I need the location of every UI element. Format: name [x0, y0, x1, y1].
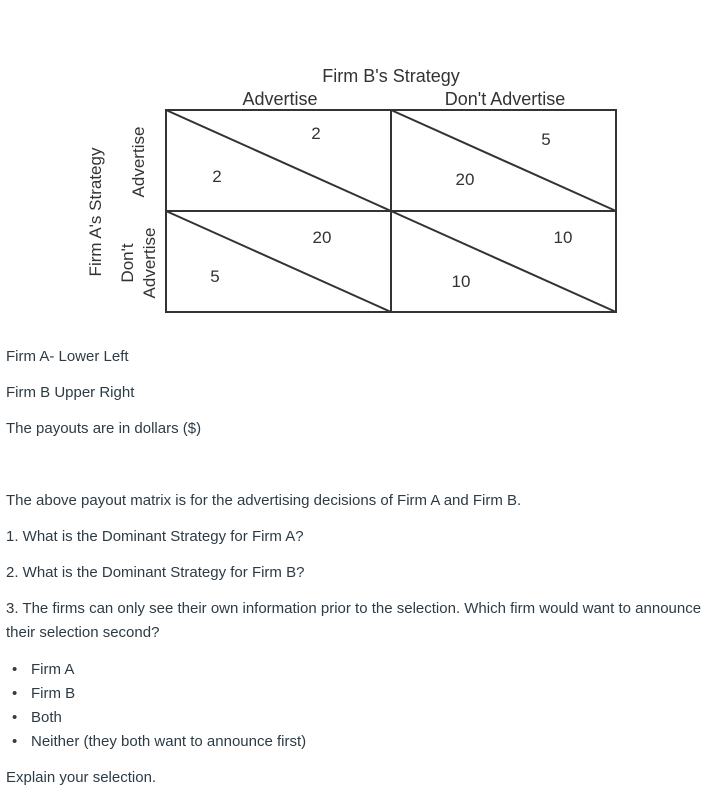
payoff-b-advertise-advertise: 2 — [311, 124, 321, 143]
payoff-b-advertise-dont: 5 — [541, 130, 551, 149]
option-firm-b: • Firm B — [12, 682, 306, 706]
payoff-b-dont-advertise: 20 — [312, 228, 332, 247]
payoff-b-dont-dont: 10 — [553, 228, 573, 247]
option-firm-a: • Firm A — [12, 658, 306, 682]
question-2: 2. What is the Dominant Strategy for Firm B? — [6, 564, 305, 581]
note-payout-units: The payouts are in dollars ($) — [6, 420, 202, 437]
row-group-label: Firm A's Strategy — [86, 147, 105, 277]
matrix-title: Firm B's Strategy — [322, 66, 460, 86]
payoff-a-advertise-advertise: 2 — [212, 167, 222, 186]
payoff-matrix — [0, 0, 719, 340]
payoff-a-advertise-dont: 20 — [455, 170, 475, 189]
note-firm-b: Firm B Upper Right — [6, 384, 135, 401]
row-header-dont-line1: Don't — [118, 243, 137, 283]
option-both: • Both — [12, 706, 306, 730]
question-1: 1. What is the Dominant Strategy for Firm A? — [6, 528, 304, 545]
row-header-dont-line2: Advertise — [140, 227, 159, 299]
note-firm-a: Firm A- Lower Left — [6, 348, 129, 365]
payoff-a-dont-dont: 10 — [451, 272, 471, 291]
intro-text: The above payout matrix is for the advertising decisions of Firm A and Firm B. — [6, 492, 522, 509]
answer-options — [12, 658, 306, 754]
payoff-a-dont-advertise: 5 — [210, 267, 220, 286]
option-neither: • Neither (they both want to announce first) — [12, 730, 306, 754]
col-header-dont-advertise: Don't Advertise — [444, 89, 566, 109]
explain-prompt: Explain your selection. — [6, 769, 157, 786]
row-header-advertise: Advertise — [129, 126, 148, 198]
col-header-advertise: Advertise — [242, 89, 318, 109]
question-3: 3. The firms can only see their own information prior to the selection. Which firm would want to announce their selection second? — [6, 600, 702, 641]
